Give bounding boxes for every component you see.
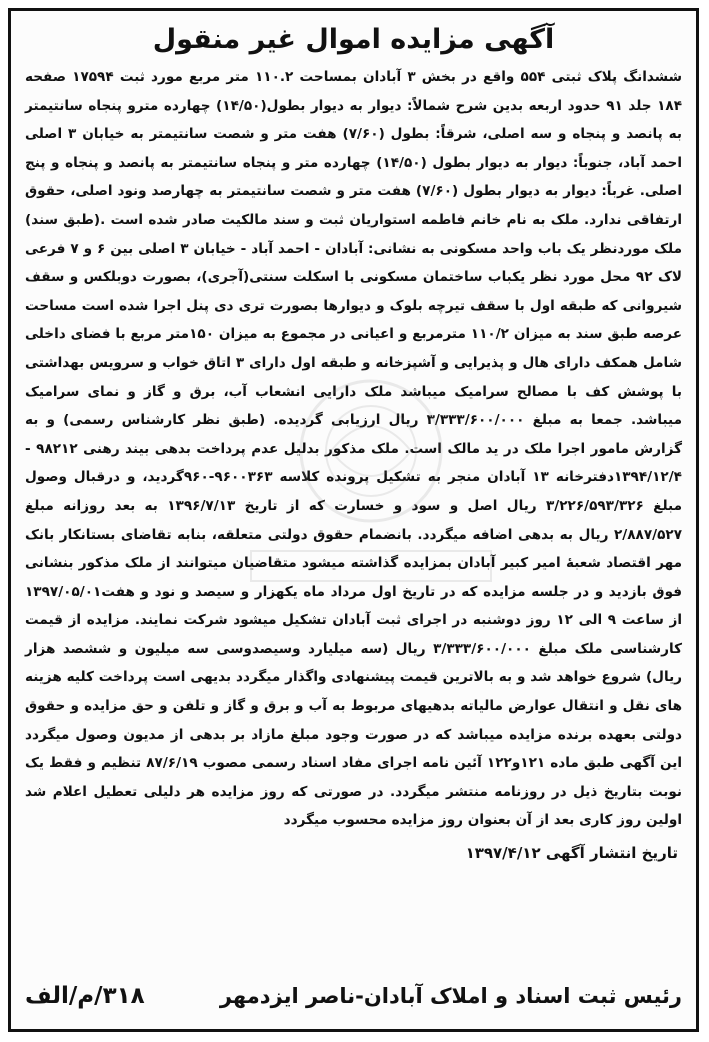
signer-line: رئیس ثبت اسناد و املاک آبادان-ناصر ایزدمهر [219,984,682,1008]
notice-footer [25,981,682,1011]
notice-title: آگهی مزایده اموال غیر منقول [152,24,555,55]
publish-date: تاریخ انتشار آگهی ۱۳۹۷/۴/۱۲ [465,844,678,863]
reference-code: ۳۱۸/م/الف [25,983,145,1009]
notice-frame [8,8,699,1032]
notice-body: ششدانگ پلاک ثبتی ۵۵۴ واقع در بخش ۳ آبادان بمساحت ۱۱۰.۲ متر مربع مورد ثبت ۱۷۵۹۴ صفحه ۱۸۴ جلد ۹۱ حدود اربعه بدین شرح شمالاً: دیوار به دیوار بطول(۱۴/۵۰) چهارده مترو پنجاه سانتیمتر به پانصد و پنجاه و سه اصلی، شرقاً: بطول (۷/۶۰) هفت متر و شصت سانتیمتر به خیابان ۳ اصلی احمد آباد، جنوباً: دیوار به دیوار بطول (۱۴/۵۰) چهارده متر و پنجاه سانتیمتر به پانصد و پنجاه و پنج اصلی. غرباً: دیوار به دیوار بطول (۷/۶۰) هفت متر و شصت سانتیمتر به چهارصد ونود اصلی، حقوق ارتفاقی ندارد. ملک به نام خانم فاطمه استواریان ثبت و سند مالکیت صادر شده است .(طبق سند) ملک موردنظر یک باب واحد مسکونی به نشانی: آبادان - احمد آباد - خیابان ۳ اصلی بین ۶ و ۷ فرعی لاک ۹۲ محل مورد نظر یکباب ساختمان مسکونی با اسکلت سنتی(آجری)، بصورت دوبلکس و سقف شیروانی که طبقه اول با سقف تیرچه بلوک و دیوارها بصورت تری دی پنل اجرا شده است مساحت عرصه طبق سند به میزان ۱۱۰/۲ مترمربع و اعیانی در مجموع به میزان ۱۵۰متر مربع با فضای داخلی شامل همکف دارای هال و پذیرایی و آشپزخانه و طبقه اول دارای ۳ اتاق خواب و سرویس بهداشتی با پوشش کف با مصالح سرامیک میباشد ملک دارایی انشعاب آب، برق و گاز و نمای سرامیک میباشد. جمعا به مبلغ ۳/۳۳۳/۶۰۰/۰۰۰ ریال ارزیابی گردیده. (طبق نظر کارشناس رسمی) و به گزارش مامور اجرا ملک در ید مالک است. ملک مذکور بدلیل عدم پرداخت بدهی بیند رهنی ۹۸۲۱۲ - ۱۳۹۴/۱۲/۴دفترخانه ۱۳ آبادان منجر به تشکیل پرونده کلاسه ۹۶۰۰۳۶۳-۹۶۰گردید، و درقبال وصول مبلغ ۳/۲۲۶/۵۹۳/۳۲۶ ریال اصل و سود و خسارت که از تاریخ ۱۳۹۶/۷/۱۳ به بعد روزانه مبلغ ۲/۸۸۷/۵۲۷ ریال به بدهی اضافه میگردد. بانضمام حقوق دولتی متعلقه، بنابه تقاضای بستانکار بانک مهر اقتصاد شعبهٔ امیر کبیر آبادان بمزایده گذاشته میشود متقاضیان میتوانند از ملک مذکور بنشانی فوق بازدید و در جلسه مزایده که در تاریخ اول مرداد ماه یکهزار و سیصد و نود و هفت۱۳۹۷/۰۵/۰۱ از ساعت ۹ الی ۱۲ روز دوشنبه در اجرای ثبت آبادان تشکیل میشود شرکت نمایند. مزایده از قیمت کارشناسی ملک مبلغ ۳/۳۳۳/۶۰۰/۰۰۰ ریال (سه میلیارد وسیصدوسی سه میلیون و ششصد هزار ریال) شروع خواهد شد و به بالاترین قیمت پیشنهادی واگذار میگردد بدیهی است پرداخت کلیه هزینه های نقل و انتقال عوارض مالیاته بدهیهای مربوط به آب و برق و گاز و تلفن و حق مزایده و حقوق دولتی بعهده برنده مزایده میباشد که در صورت وجود مبلغ مازاد بر بدهی از مدیون وصول میگردد این آگهی طبق ماده ۱۲۱و۱۲۲ آئین نامه اجرای مفاد اسناد رسمی مصوب ۸۷/۶/۱۹ تنظیم و فقط یک نوبت بتاریخ ذیل در روزنامه منتشر میگردد. در صورتی که روز مزایده هر دلیلی تعطیل اعلام شد اولین روز کاری بعد از آن بعنوان روز مزایده محسوب میگردد [25,69,683,829]
